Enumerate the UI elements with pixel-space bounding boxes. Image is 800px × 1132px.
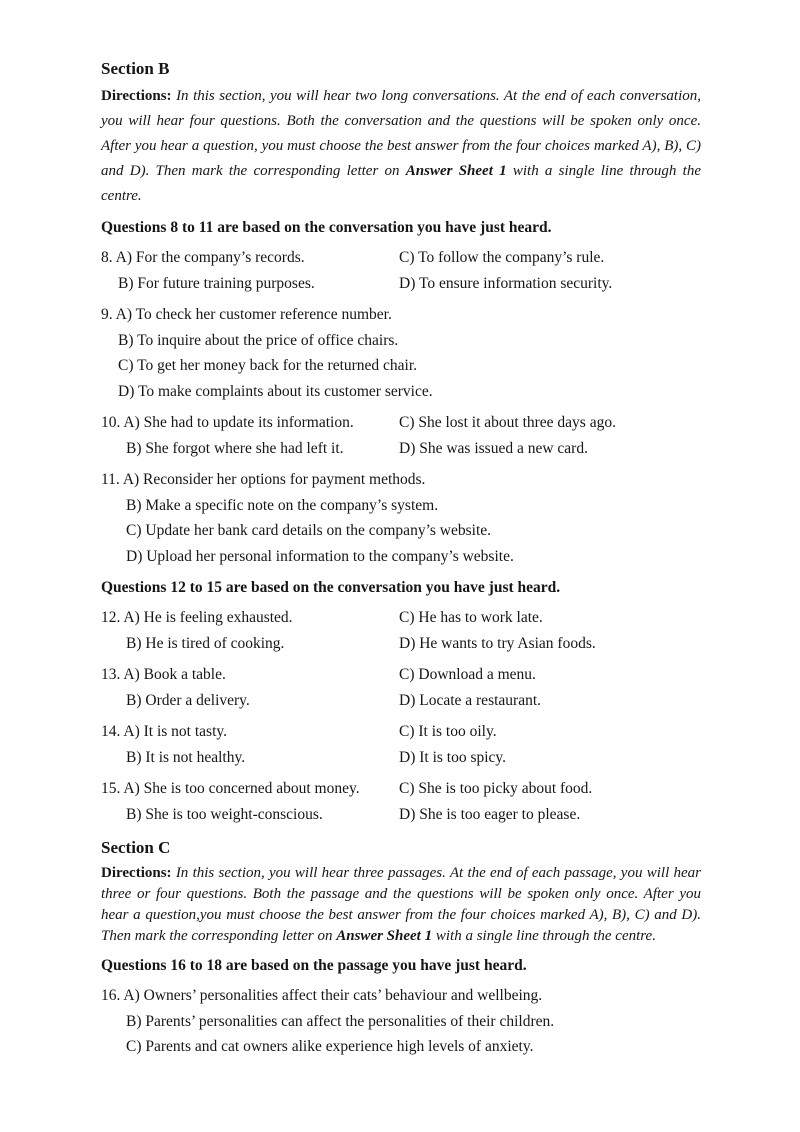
option-d: D) Upload her personal information to the company’s website. <box>126 547 514 565</box>
option-a: 16. A) Owners’ personalities affect their cats’ behaviour and wellbeing. <box>101 987 543 1004</box>
option-c: C) To follow the company’s rule. <box>399 249 605 266</box>
question-14 <box>101 719 701 770</box>
option-c: C) He has to work late. <box>399 609 543 626</box>
question-8 <box>101 245 701 296</box>
directions-label: Directions: <box>101 865 172 881</box>
option-b: B) She forgot where she had left it. <box>126 439 344 457</box>
question-9 <box>101 302 701 404</box>
option-a: 13. A) Book a table. <box>101 666 226 683</box>
question-13 <box>101 662 701 713</box>
section-c <box>101 837 701 947</box>
option-b: B) To inquire about the price of office chairs. <box>118 331 399 349</box>
option-c: C) She lost it about three days ago. <box>399 414 616 431</box>
option-d: D) It is too spicy. <box>399 748 507 766</box>
option-c: C) To get her money back for the returned chair. <box>118 357 418 374</box>
option-b: B) She is too weight-conscious. <box>126 805 323 823</box>
directions-text-end: with a single line through the centre. <box>101 163 701 204</box>
question-group-heading: Questions 16 to 18 are based on the passage you have just heard. <box>101 957 527 974</box>
directions-text: In this section, you will hear three passages. At the end of each passage, you will hear three or four questions. Both the passage and the questions will be spoken only once. After you hear a question,you must choose the best answer from the four choices marked A), B), C) and D). Then mark the corresponding letter on <box>101 865 701 944</box>
option-c: C) Download a menu. <box>399 666 536 683</box>
option-a: 10. A) She had to update its information. <box>101 414 354 431</box>
directions-label: Directions: <box>101 88 172 104</box>
answer-sheet-ref: Answer Sheet 1 <box>405 163 507 179</box>
option-c: C) Parents and cat owners alike experience high levels of anxiety. <box>126 1038 534 1055</box>
question-group-heading: Questions 8 to 11 are based on the conversation you have just heard. <box>101 219 552 236</box>
section-b <box>101 58 701 209</box>
option-a: 14. A) It is not tasty. <box>101 723 228 740</box>
option-a: 9. A) To check her customer reference number. <box>101 306 392 323</box>
question-12 <box>101 605 701 656</box>
option-d: D) To ensure information security. <box>399 274 613 292</box>
exam-page <box>101 58 701 1066</box>
option-d: D) To make complaints about its customer service. <box>118 382 433 400</box>
section-c-directions <box>101 863 701 947</box>
option-d: D) She was issued a new card. <box>399 439 588 457</box>
option-b: B) Make a specific note on the company’s system. <box>126 496 439 514</box>
option-a: 8. A) For the company’s records. <box>101 249 305 266</box>
option-b: B) Parents’ personalities can affect the personalities of their children. <box>126 1012 555 1030</box>
directions-text-end: with a single line through the centre. <box>432 928 656 944</box>
option-d: D) Locate a restaurant. <box>399 691 542 709</box>
section-b-directions <box>101 84 701 209</box>
question-10 <box>101 410 701 461</box>
question-15 <box>101 776 701 827</box>
option-a: 11. A) Reconsider her options for payment methods. <box>101 471 426 488</box>
option-c: C) It is too oily. <box>399 723 497 740</box>
question-group-heading: Questions 12 to 15 are based on the conversation you have just heard. <box>101 579 561 596</box>
option-d: D) She is too eager to please. <box>399 805 581 823</box>
section-c-title: Section C <box>101 838 171 857</box>
option-d: D) He wants to try Asian foods. <box>399 634 596 652</box>
section-b-title: Section B <box>101 59 170 78</box>
option-c: C) Update her bank card details on the company’s website. <box>126 522 491 539</box>
option-b: B) It is not healthy. <box>126 748 246 766</box>
directions-text: In this section, you will hear two long conversations. At the end of each conversation, you will hear four questions. Both the conversation and the questions will be spoken only once. After you hear a question, you must choose the best answer from the four choices marked A), B), C) and D). Then mark the corresponding letter on <box>101 88 702 179</box>
option-c: C) She is too picky about food. <box>399 780 593 797</box>
option-a: 15. A) She is too concerned about money. <box>101 780 360 797</box>
option-b: B) For future training purposes. <box>118 274 315 292</box>
question-16 <box>101 983 701 1060</box>
answer-sheet-ref: Answer Sheet 1 <box>336 928 433 944</box>
option-b: B) Order a delivery. <box>126 691 250 709</box>
option-a: 12. A) He is feeling exhausted. <box>101 609 293 626</box>
option-b: B) He is tired of cooking. <box>126 634 285 652</box>
question-11 <box>101 467 701 569</box>
